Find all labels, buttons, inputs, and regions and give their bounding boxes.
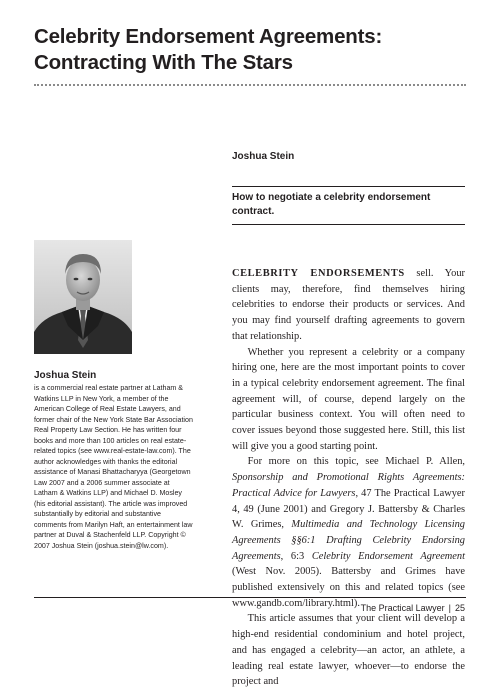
article-paragraph: Whether you represent a celebrity or a company hiring one, here are the most important points to cover in a typical celebrity endorsement agreement. The final agreement will, of course, depend largely on the particular business context. You will often need to cover issues beyond those suggested here. Still, this list will give you a good starting point. [232,346,465,452]
byline: Joshua Stein [232,151,295,162]
author-name: Joshua Stein [34,370,97,381]
footer-divider [34,597,466,598]
author-bio: is a commercial real estate partner at Latham & Watkins LLP in New York, a member of the American College of Real Estate Lawyers, and former chair of the New York State Bar Association Real Property Law Section. He has written four books and more than 100 articles on real estate-related topics (see www.real-estate-law.com). The author acknowledges with thanks the editorial assistance of Manasi Bhattacharyya (Georgetown Law 2007 and a 2006 summer associate at Latham & Watkins LLP) and Michael D. Mosley (his editorial assistant). The article was improved substantially by editorial and substantive comments from Marilyn Haft, an entertainment law partner at Duval & Stachenfeld LLP. Copyright © 2007 Joshua Stein (joshua.stein@lw.com). [34,384,193,550]
article-paragraph: This article assumes that your client will develop a high-end residential condominium and hotel project, and has engaged a celebrity—an actor, an athlete, a leading real estate lawyer, whoever—to endorse the project and [232,613,465,688]
page-footer [361,603,465,613]
author-photo [34,240,132,354]
deck-divider-top [232,186,465,187]
page-title: Celebrity Endorsement Agreements: Contracting With The Stars [34,25,383,74]
title-divider [34,84,466,86]
page-number: 25 [454,603,465,613]
article-paragraph: CELEBRITY ENDORSEMENTS sell. Your clients may, therefore, find themselves hiring celebrities to endorse their products or services. And you may find yourself drafting agreements to govern that relationship. [232,268,465,342]
deck-divider-bottom [232,224,465,225]
lead-in: CELEBRITY ENDORSEMENTS [232,268,405,279]
article-body [232,266,465,690]
article-paragraph: For more on this topic, see Michael P. Allen, Sponsorship and Promotional Rights Agreements: Practical Advice for Lawyers, 47 The Practical Lawyer 4, 49 (June 2001) and Gregory J. Battersby & Charles W. Grimes, Multimedia and Technology Licensing Agreements §§6:1 Drafting Celebrity Endorsing Agreements, 6:3 Celebrity Endorsement Agreement (West Nov. 2005). Battersby and Grimes have published extensively on this and related topics (see www.gandb.com/library.html). [232,456,465,609]
footer-separator: | [448,603,451,613]
publication-name: The Practical Lawyer [360,603,445,613]
author-portrait-image [34,240,132,354]
article-deck: How to negotiate a celebrity endorsement contract. [232,192,431,217]
